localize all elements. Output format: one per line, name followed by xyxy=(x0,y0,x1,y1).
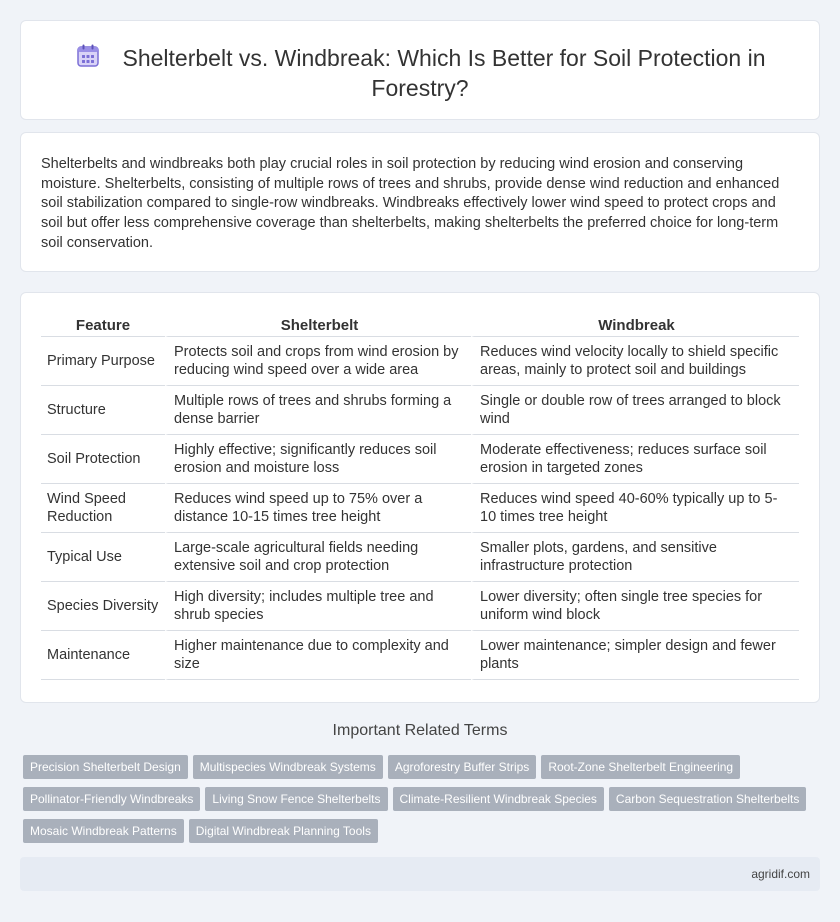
header-windbreak: Windbreak xyxy=(471,307,799,337)
shelterbelt-cell: Protects soil and crops from wind erosion by reducing wind speed over a wide area xyxy=(165,337,471,386)
shelterbelt-cell: Highly effective; significantly reduces soil erosion and moisture loss xyxy=(165,435,471,484)
table-row xyxy=(41,435,799,484)
table-row xyxy=(41,582,799,631)
related-term-tag[interactable]: Multispecies Windbreak Systems xyxy=(193,755,383,779)
header-shelterbelt: Shelterbelt xyxy=(165,307,471,337)
related-term-tag[interactable]: Agroforestry Buffer Strips xyxy=(388,755,537,779)
shelterbelt-cell: Large-scale agricultural fields needing extensive soil and crop protection xyxy=(165,533,471,582)
related-term-tag[interactable]: Root-Zone Shelterbelt Engineering xyxy=(541,755,740,779)
windbreak-cell: Reduces wind speed 40-60% typically up to 5-10 times tree height xyxy=(471,484,799,533)
related-terms-heading: Important Related Terms xyxy=(332,722,508,739)
footer-bar xyxy=(20,857,820,891)
table-header-row xyxy=(41,307,799,337)
feature-cell: Soil Protection xyxy=(41,435,165,484)
windbreak-cell: Smaller plots, gardens, and sensitive infrastructure protection xyxy=(471,533,799,582)
related-term-tag[interactable]: Living Snow Fence Shelterbelts xyxy=(205,787,387,811)
windbreak-cell: Lower maintenance; simpler design and fewer plants xyxy=(471,631,799,680)
footer-site-link[interactable]: agridif.com xyxy=(751,867,810,881)
shelterbelt-cell: Reduces wind speed up to 75% over a distance 10-15 times tree height xyxy=(165,484,471,533)
related-term-tag[interactable]: Pollinator-Friendly Windbreaks xyxy=(23,787,200,811)
comparison-table-card xyxy=(20,292,820,703)
related-term-tag[interactable]: Mosaic Windbreak Patterns xyxy=(23,819,184,843)
feature-cell: Typical Use xyxy=(41,533,165,582)
related-term-tag[interactable]: Precision Shelterbelt Design xyxy=(23,755,188,779)
table-row xyxy=(41,631,799,680)
related-term-tag[interactable]: Carbon Sequestration Shelterbelts xyxy=(609,787,806,811)
header-feature: Feature xyxy=(41,307,165,337)
shelterbelt-cell: High diversity; includes multiple tree and shrub species xyxy=(165,582,471,631)
feature-cell: Species Diversity xyxy=(41,582,165,631)
table-row xyxy=(41,533,799,582)
feature-cell: Structure xyxy=(41,386,165,435)
related-term-tag[interactable]: Climate-Resilient Windbreak Species xyxy=(393,787,604,811)
summary-paragraph: Shelterbelts and windbreaks both play crucial roles in soil protection by reducing wind erosion and conserving moisture. Shelterbelts, consisting of multiple rows of trees and shrubs, provide dense wind reduction and enhanced soil stabilization compared to single-row windbreaks. Windbreaks effectively lower wind speed to protect crops and soil but offer less comprehensive coverage than shelterbelts, making shelterbelts the preferred choice for long-term soil conservation. xyxy=(41,156,780,251)
feature-cell: Wind Speed Reduction xyxy=(41,484,165,533)
table-row xyxy=(41,337,799,386)
windbreak-cell: Reduces wind velocity locally to shield specific areas, mainly to protect soil and buildings xyxy=(471,337,799,386)
shelterbelt-cell: Higher maintenance due to complexity and size xyxy=(165,631,471,680)
table-row xyxy=(41,386,799,435)
feature-cell: Primary Purpose xyxy=(41,337,165,386)
summary-card xyxy=(20,132,820,272)
comparison-table xyxy=(41,307,799,680)
shelterbelt-cell: Multiple rows of trees and shrubs forming a dense barrier xyxy=(165,386,471,435)
windbreak-cell: Lower diversity; often single tree species for uniform wind block xyxy=(471,582,799,631)
windbreak-cell: Single or double row of trees arranged to block wind xyxy=(471,386,799,435)
page-title: Shelterbelt vs. Windbreak: Which Is Better for Soil Protection in Forestry? xyxy=(122,45,766,101)
feature-cell: Maintenance xyxy=(41,631,165,680)
related-term-tag[interactable]: Digital Windbreak Planning Tools xyxy=(189,819,378,843)
related-terms-list xyxy=(23,755,823,851)
table-row xyxy=(41,484,799,533)
page-title-container xyxy=(61,43,779,103)
calendar-icon xyxy=(75,43,101,69)
windbreak-cell: Moderate effectiveness; reduces surface soil erosion in targeted zones xyxy=(471,435,799,484)
title-card xyxy=(20,20,820,120)
